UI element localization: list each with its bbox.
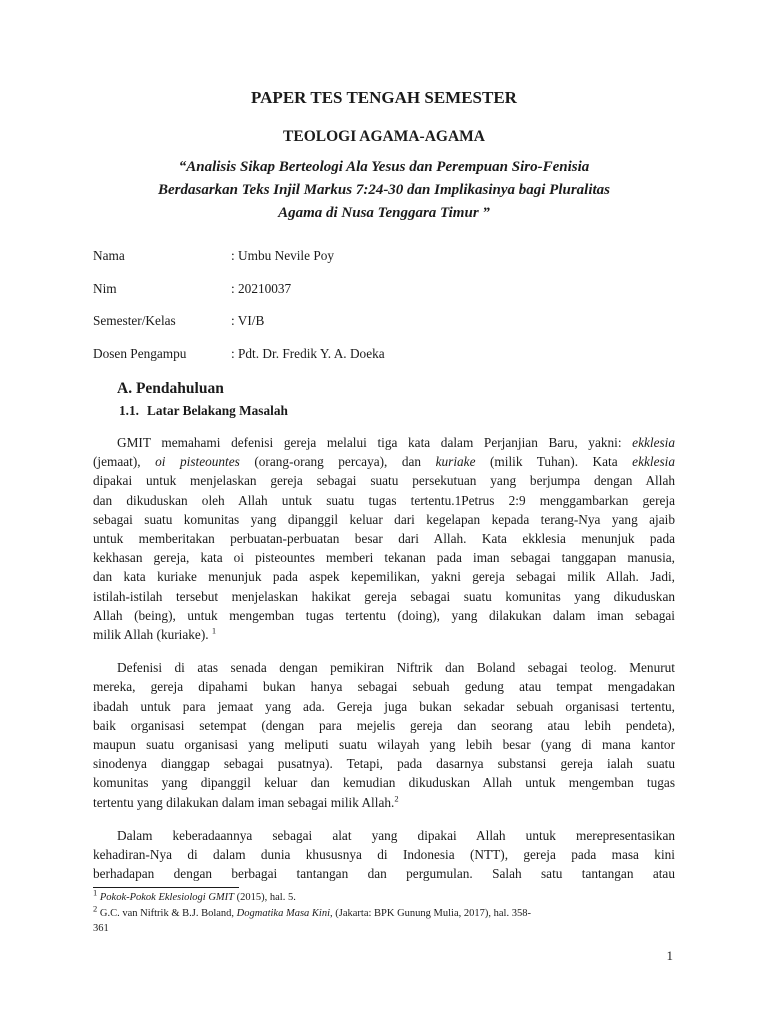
identity-value: : Pdt. Dr. Fredik Y. A. Doeka — [231, 345, 385, 361]
topic-line: Berdasarkan Teks Injil Markus 7:24-30 dan Implikasinya bagi Pluralitas — [157, 182, 611, 198]
paragraph-2 — [93, 658, 675, 812]
footnote-2: $^2$ G.C. van Niftrik & B.J. Boland, Dogmatika Masa Kini, (Jakarta: BPK Gunung Mulia, 2017), hal. 358- — [93, 903, 531, 919]
footnote-2-continued: 361 — [93, 923, 109, 934]
course-title: TEOLOGI AGAMA-AGAMA — [283, 128, 485, 145]
text-line: dan dikuduskan oleh Allah untuk suatu tugas tertentu.1Petrus 2:9 menggambarkan gereja — [93, 492, 675, 508]
text-line: milik Allah (kuriake). $^1$ — [93, 625, 217, 643]
student-identity — [93, 246, 675, 376]
text-line: sinodenya dianggap sebagai pusatnya). Tetapi, pada dasarnya substansi gereja ialah suatu — [93, 756, 675, 772]
subsection-title: Latar Belakang Masalah — [147, 403, 288, 418]
text-line: Allah (being), untuk mengemban tugas tertentu (doing), yang dilakukan dalam iman sebagai — [93, 607, 675, 623]
paper-topic — [93, 156, 675, 225]
text-line: kekhasan gereja, kata oi pisteountes memberi tekanan pada iman sebagai tanggapan manusia, — [93, 550, 675, 566]
text-line: Defenisi di atas senada dengan pemikiran Niftrik dan Boland sebagai teolog. Menurut — [117, 660, 675, 676]
identity-label: Dosen Pengampu — [93, 345, 187, 361]
text-line: untuk memberitakan perbuatan-perbuatan besar dari Allah. Kata ekklesia menunjuk pada — [93, 531, 675, 547]
subsection-number: 1.1. — [119, 403, 139, 418]
paper-title: PAPER TES TENGAH SEMESTER — [251, 88, 517, 107]
text-line: dan kata kuriake menunjuk pada aspek kepemilikan, yakni gereja sebagai milik Allah. Jadi, — [93, 569, 675, 585]
footnote-1: $^1$ Pokok-Pokok Eklesiologi GMIT (2015), hal. 5. — [93, 887, 296, 903]
identity-value: : 20210037 — [231, 280, 292, 296]
paper-page — [93, 86, 675, 883]
footnote-separator — [93, 887, 239, 888]
text-line: sebagai suatu komunitas yang dipanggil keluar dari kegelapan kepada terang-Nya yang ajaib — [93, 511, 675, 527]
text-line: ibadah untuk para jemaat yang ada. Gereja juga bukan sekadar sebuah organisasi tertentu, — [93, 698, 675, 714]
text-line: komunitas yang dipanggil keluar dan kemudian dikuduskan Allah untuk mengemban tugas — [93, 775, 675, 791]
identity-label: Semester/Kelas — [93, 313, 176, 328]
text-line: maupun suatu organisasi yang meliputi suatu wilayah yang lebih besar (yang di mana kantor — [93, 737, 675, 753]
text-line: (jemaat), oi pisteountes (orang-orang percaya), dan kuriake (milik Tuhan). Kata ekklesia — [93, 454, 675, 470]
text-line: kehadiran-Nya di dalam dunia khususnya di Indonesia (NTT), gereja pada masa kini — [93, 847, 675, 863]
identity-row-semester — [93, 311, 675, 344]
subsection-heading — [93, 401, 675, 421]
identity-label: Nim — [93, 280, 117, 296]
topic-line: Agama di Nusa Tenggara Timur ” — [278, 205, 490, 221]
text-line: GMIT memahami defenisi gereja melalui tiga kata dalam Perjanjian Baru, yakni: ekklesia — [117, 435, 675, 450]
page-number: 1 — [666, 948, 673, 963]
footnote-ref[interactable]: 2 — [394, 793, 399, 804]
text-line: baik organisasi setempat (dengan para mejelis gereja dan seorang atau lebih pendeta), — [93, 717, 675, 733]
text-line: tertentu yang dilakukan dalam iman sebagai milik Allah.$^2$ — [93, 793, 399, 810]
identity-value: : Umbu Nevile Poy — [231, 248, 335, 263]
text-line: berhadapan dengan berbagai tantangan dan pergumulan. Salah satu tantangan atau — [93, 866, 675, 882]
identity-row-nim — [93, 279, 675, 312]
topic-line: “Analisis Sikap Berteologi Ala Yesus dan Perempuan Siro-Fenisia — [178, 159, 590, 175]
identity-row-name — [93, 246, 675, 279]
footnotes — [93, 887, 653, 937]
identity-value: : VI/B — [231, 313, 265, 328]
identity-row-lecturer — [93, 344, 675, 377]
footnote-ref[interactable]: 1 — [211, 625, 217, 636]
section-heading: A. Pendahuluan — [117, 380, 224, 397]
text-line: istilah-istilah tersebut menjelaskan hakikat gereja sebagai suatu komunitas yang dikuduskan — [93, 588, 675, 604]
text-line: dipakai untuk menjelaskan gereja sebagai suatu persekutuan yang berjumpa dengan Allah — [93, 473, 675, 489]
paragraph-1 — [93, 433, 675, 644]
paragraph-3 — [93, 826, 675, 884]
identity-label: Nama — [93, 248, 125, 263]
text-line: Dalam keberadaannya sebagai alat yang dipakai Allah untuk merepresentasikan — [117, 827, 675, 843]
text-line: mereka, gereja dipahami bukan hanya sebagai sebuah gedung atau tempat mengadakan — [93, 679, 675, 695]
